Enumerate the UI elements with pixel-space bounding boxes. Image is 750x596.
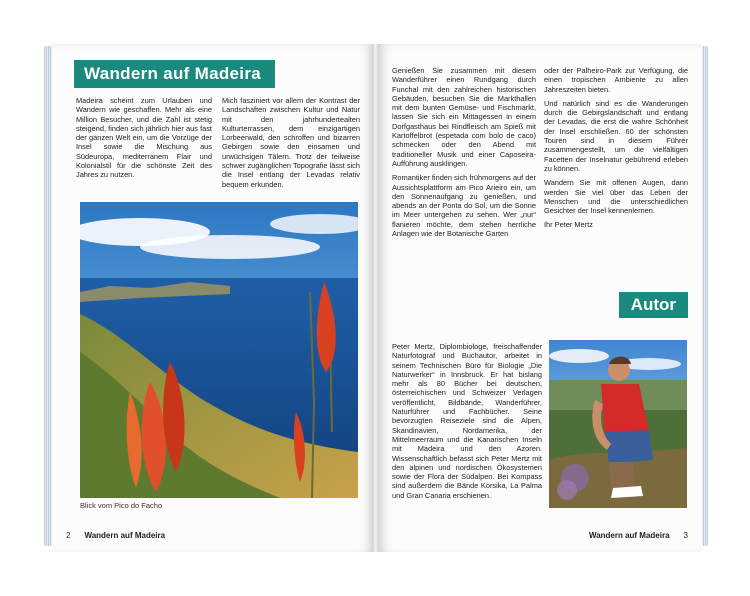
left-column-1: [76, 96, 212, 185]
page-number: 2: [66, 531, 71, 540]
right-column-2: [544, 66, 688, 235]
paragraph: Romantiker finden sich frühmorgens auf der Aussichtsplattform am Pico Arieiro ein, um den Sonnenaufgang zu genießen, und abends an der Ponta do Sol, um die Sonne im Meer untergehen zu sehen. Wer „nur“ flanieren möchte, dem stehen herrliche Anlagen wie der Botanische Garten: [392, 173, 536, 239]
right-column-1: [392, 66, 536, 243]
chapter-heading: Wandern auf Madeira: [74, 60, 275, 88]
right-footer: [589, 531, 702, 540]
author-bio-column: [392, 342, 542, 505]
left-column-2: [222, 96, 360, 194]
paragraph: Mich fasziniert vor allem der Kontrast der Landschaften zwischen Kultur und Natur mit den jahrhundertealten Kulturterrassen, dem einzigartigen Lorbeerwald, den schroffen und bizarren Gebirgen sowie den einsamen und urwüchsigen Tälern. Trotz der teilweise schwer zugänglichen Topografie lässt sich die Insel entlang der Levadas relativ bequem erkunden.: [222, 96, 360, 189]
paragraph: Genießen Sie zusammen mit diesem Wanderführer einen Rundgang durch Funchal mit den zahlreichen historischen Gebäuden, besuchen Sie die Markthallen mit dem bunten Gemüse- und Fischmarkt, lassen Sie sich ein Mittagessen in einem Dorfgasthaus bei Rindfleisch am Spieß mit Kartoffelbrot (espetada com bolo de caco) schmecken oder den Abend mit traditioneller Musik und einer Caposeira-Aufführung ausklingen.: [392, 66, 536, 168]
photo-caption: Blick vom Pico do Facho: [80, 501, 163, 510]
running-title: Wandern auf Madeira: [588, 531, 670, 540]
left-page: [52, 44, 374, 552]
right-page: [378, 44, 702, 552]
running-title: Wandern auf Madeira: [84, 531, 166, 540]
open-book: [40, 40, 712, 560]
paragraph: Madeira scheint zum Urlauben und Wandern wie geschaffen. Mehr als eine Million Besucher, und die Zahl ist stetig steigend, finden sich jährlich hier aus fast der ganzen Welt ein, um die Vorzüge der Insel sowie die Mischung aus Südeuropa, mediterranem Flair und Kolonialstil für die schönste Zeit des Jahres zu nutzen.: [76, 96, 212, 180]
author-heading: Autor: [619, 292, 688, 318]
signature: Ihr Peter Mertz: [544, 220, 593, 230]
author-bio: Peter Mertz, Diplombiologe, freischaffender Naturfotograf und Buchautor, arbeitet in seinem Technischen Büro für Biologie „Die Naturwerker“ in Innsbruck. Er hat bislang mehr als 80 Bücher bei deutschen, österreichischen und Schweizer Verlagen veröffentlicht, Bildbände, Wanderführer, Naturführer und Fachbücher. Seine bevorzugten Reiseziele sind die Alpen, Skandinavien, Nordamerika, der Mittelmeerraum und die Kanarischen Inseln mit Madeira und den Azoren. Wissenschaftlich befasst sich Peter Mertz mit den alpinen und nordischen Ökosystemen sowie der Flora der Südalpen. Bei Kompass sind außerdem die Bände Korsika, La Palma und Gran Canaria erschienen.: [392, 342, 542, 500]
paragraph: Wandern Sie mit offenen Augen, dann werden Sie viel über das Leben der Menschen und die unterschiedlichen Gesichter der Insel kennenlernen.: [544, 178, 688, 216]
paragraph: Und natürlich sind es die Wanderungen durch die Gebirgslandschaft und entlang der Levadas, die erst die wahre Schönheit der Insel erschließen. 60 der schönsten Touren sind in diesem Führer zusammengestellt, um die vielfältigen Facetten der Inselnatur gebührend erleben zu können.: [544, 98, 688, 173]
page-number: 3: [683, 531, 688, 540]
author-photo: [549, 340, 687, 508]
left-footer: [52, 531, 165, 540]
landscape-photo-illustration: [80, 202, 358, 498]
landscape-photo: [80, 202, 358, 498]
author-photo-illustration: [549, 340, 687, 508]
paragraph: oder der Palheiro-Park zur Verfügung, die einen tropischen Ambiente zu allen Jahreszeiten bieten.: [544, 66, 688, 94]
